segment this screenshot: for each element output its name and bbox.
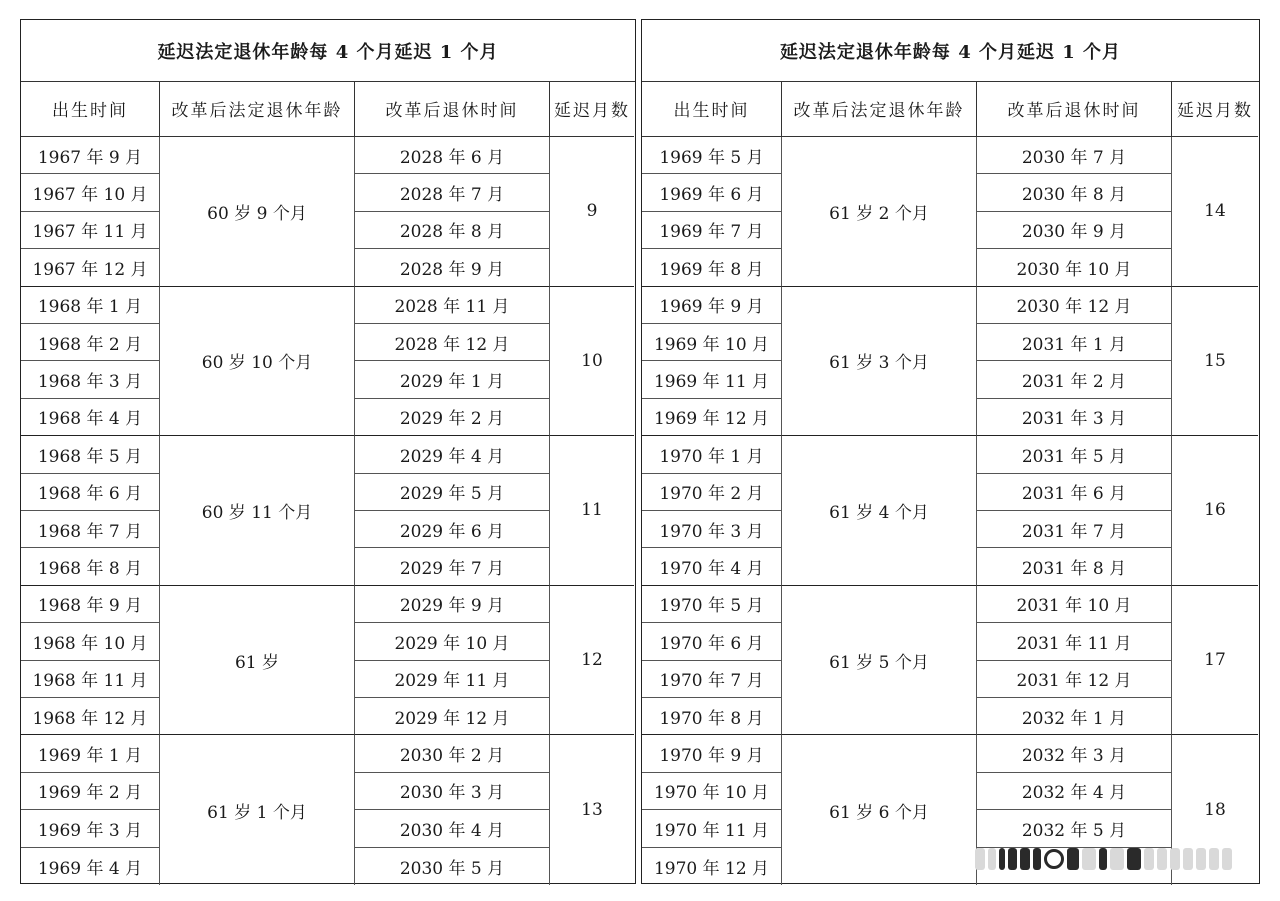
retirement-date-cell: 2031 年 6 月	[977, 474, 1172, 511]
birth-date-cell: 1968 年 8 月	[21, 548, 160, 585]
birth-date-cell: 1970 年 2 月	[642, 474, 782, 511]
birth-date-cell: 1968 年 12 月	[21, 698, 160, 735]
retirement-date-cell: 2031 年 12 月	[977, 661, 1172, 698]
retirement-date-cell: 2028 年 12 月	[355, 324, 550, 361]
birth-date-cell: 1969 年 3 月	[21, 810, 160, 847]
birth-date-cell: 1969 年 2 月	[21, 773, 160, 810]
barcode-watermark-icon	[975, 842, 1265, 876]
table-title: 延迟法定退休年龄每 4 个月延迟 1 个月	[642, 20, 1259, 82]
birth-date-cell: 1970 年 4 月	[642, 548, 782, 585]
birth-date-cell: 1969 年 6 月	[642, 174, 782, 211]
delay-months-cell: 14	[1172, 137, 1258, 287]
birth-date-cell: 1967 年 9 月	[21, 137, 160, 174]
header-retirement-date: 改革后退休时间	[355, 81, 550, 137]
birth-date-cell: 1967 年 11 月	[21, 212, 160, 249]
header-retirement-date: 改革后退休时间	[977, 81, 1172, 137]
birth-date-cell: 1969 年 11 月	[642, 361, 782, 398]
delay-months-cell: 12	[550, 586, 634, 736]
header-retirement-age: 改革后法定退休年龄	[782, 81, 977, 137]
retirement-date-cell: 2031 年 1 月	[977, 324, 1172, 361]
retirement-date-cell: 2030 年 4 月	[355, 810, 550, 847]
delay-months-cell: 17	[1172, 586, 1258, 736]
birth-date-cell: 1968 年 3 月	[21, 361, 160, 398]
header-retirement-age: 改革后法定退休年龄	[160, 81, 355, 137]
birth-date-cell: 1969 年 1 月	[21, 735, 160, 772]
retirement-age-cell: 61 岁 4 个月	[782, 436, 977, 586]
birth-date-cell: 1968 年 6 月	[21, 474, 160, 511]
retirement-date-cell: 2029 年 4 月	[355, 436, 550, 473]
birth-date-cell: 1970 年 8 月	[642, 698, 782, 735]
retirement-date-cell: 2029 年 12 月	[355, 698, 550, 735]
birth-date-cell: 1968 年 5 月	[21, 436, 160, 473]
retirement-date-cell: 2032 年 1 月	[977, 698, 1172, 735]
birth-date-cell: 1969 年 5 月	[642, 137, 782, 174]
retirement-date-cell: 2028 年 6 月	[355, 137, 550, 174]
birth-date-cell: 1970 年 5 月	[642, 586, 782, 623]
birth-date-cell: 1968 年 2 月	[21, 324, 160, 361]
birth-date-cell: 1968 年 11 月	[21, 661, 160, 698]
birth-date-cell: 1969 年 10 月	[642, 324, 782, 361]
retirement-date-cell: 2029 年 9 月	[355, 586, 550, 623]
header-birth-date: 出生时间	[21, 81, 160, 137]
header-delay-months: 延迟月数	[550, 81, 634, 137]
birth-date-cell: 1969 年 4 月	[21, 848, 160, 885]
retirement-date-cell: 2031 年 10 月	[977, 586, 1172, 623]
birth-date-cell: 1970 年 12 月	[642, 848, 782, 885]
retirement-date-cell: 2029 年 7 月	[355, 548, 550, 585]
retirement-date-cell: 2030 年 12 月	[977, 287, 1172, 324]
retirement-date-cell: 2030 年 5 月	[355, 848, 550, 885]
retirement-date-cell: 2029 年 1 月	[355, 361, 550, 398]
birth-date-cell: 1970 年 3 月	[642, 511, 782, 548]
birth-date-cell: 1970 年 9 月	[642, 735, 782, 772]
right-table	[641, 19, 1260, 884]
retirement-date-cell: 2030 年 8 月	[977, 174, 1172, 211]
birth-date-cell: 1968 年 9 月	[21, 586, 160, 623]
table-title: 延迟法定退休年龄每 4 个月延迟 1 个月	[21, 20, 635, 82]
delay-months-cell: 18	[1204, 800, 1226, 821]
retirement-date-cell: 2029 年 6 月	[355, 511, 550, 548]
retirement-date-cell: 2030 年 7 月	[977, 137, 1172, 174]
retirement-date-cell: 2031 年 11 月	[977, 623, 1172, 660]
retirement-date-cell: 2032 年 4 月	[977, 773, 1172, 810]
birth-date-cell: 1970 年 7 月	[642, 661, 782, 698]
birth-date-cell: 1967 年 10 月	[21, 174, 160, 211]
delay-months-cell: 15	[1172, 287, 1258, 437]
birth-date-cell: 1969 年 7 月	[642, 212, 782, 249]
birth-date-cell: 1967 年 12 月	[21, 249, 160, 286]
retirement-date-cell: 2029 年 10 月	[355, 623, 550, 660]
birth-date-cell: 1970 年 6 月	[642, 623, 782, 660]
retirement-age-cell: 60 岁 11 个月	[160, 436, 355, 586]
retirement-date-cell: 2030 年 9 月	[977, 212, 1172, 249]
retirement-date-cell: 2029 年 2 月	[355, 399, 550, 436]
birth-date-cell: 1968 年 4 月	[21, 399, 160, 436]
header-delay-months: 延迟月数	[1172, 81, 1258, 137]
retirement-date-cell: 2031 年 5 月	[977, 436, 1172, 473]
retirement-date-cell: 2031 年 3 月	[977, 399, 1172, 436]
birth-date-cell: 1969 年 12 月	[642, 399, 782, 436]
retirement-age-cell: 61 岁	[160, 586, 355, 736]
delay-months-cell: 10	[550, 287, 634, 437]
left-table	[20, 19, 636, 884]
birth-date-cell: 1968 年 1 月	[21, 287, 160, 324]
birth-date-cell: 1968 年 7 月	[21, 511, 160, 548]
birth-date-cell: 1970 年 1 月	[642, 436, 782, 473]
retirement-date-cell: 2031 年 7 月	[977, 511, 1172, 548]
retirement-age-cell: 60 岁 10 个月	[160, 287, 355, 437]
retirement-date-cell: 2030 年 3 月	[355, 773, 550, 810]
retirement-date-cell: 2030 年 2 月	[355, 735, 550, 772]
delay-months-cell: 11	[550, 436, 634, 586]
birth-date-cell: 1970 年 11 月	[642, 810, 782, 847]
retirement-date-cell: 2028 年 7 月	[355, 174, 550, 211]
birth-date-cell: 1969 年 8 月	[642, 249, 782, 286]
retirement-date-cell: 2031 年 2 月	[977, 361, 1172, 398]
retirement-date-cell: 2028 年 9 月	[355, 249, 550, 286]
delay-months-cell: 13	[581, 800, 603, 821]
birth-date-cell: 1968 年 10 月	[21, 623, 160, 660]
retirement-age-cell: 61 岁 2 个月	[782, 137, 977, 287]
birth-date-cell: 1969 年 9 月	[642, 287, 782, 324]
retirement-age-cell: 61 岁 6 个月	[782, 735, 977, 885]
retirement-date-cell: 2030 年 10 月	[977, 249, 1172, 286]
header-birth-date: 出生时间	[642, 81, 782, 137]
retirement-age-cell: 61 岁 1 个月	[160, 735, 355, 885]
birth-date-cell: 1970 年 10 月	[642, 773, 782, 810]
retirement-date-cell: 2031 年 8 月	[977, 548, 1172, 585]
panel-divider	[636, 19, 641, 884]
retirement-age-cell: 61 岁 3 个月	[782, 287, 977, 437]
retirement-date-cell: 2029 年 11 月	[355, 661, 550, 698]
retirement-date-cell: 2028 年 8 月	[355, 212, 550, 249]
retirement-date-cell: 2032 年 3 月	[977, 735, 1172, 772]
delay-months-cell: 9	[550, 137, 634, 287]
delay-months-cell: 16	[1172, 436, 1258, 586]
retirement-age-cell: 61 岁 5 个月	[782, 586, 977, 736]
retirement-date-cell: 2032 年 5 月	[977, 810, 1172, 847]
retirement-age-cell: 60 岁 9 个月	[160, 137, 355, 287]
retirement-date-cell: 2029 年 5 月	[355, 474, 550, 511]
retirement-date-cell: 2028 年 11 月	[355, 287, 550, 324]
